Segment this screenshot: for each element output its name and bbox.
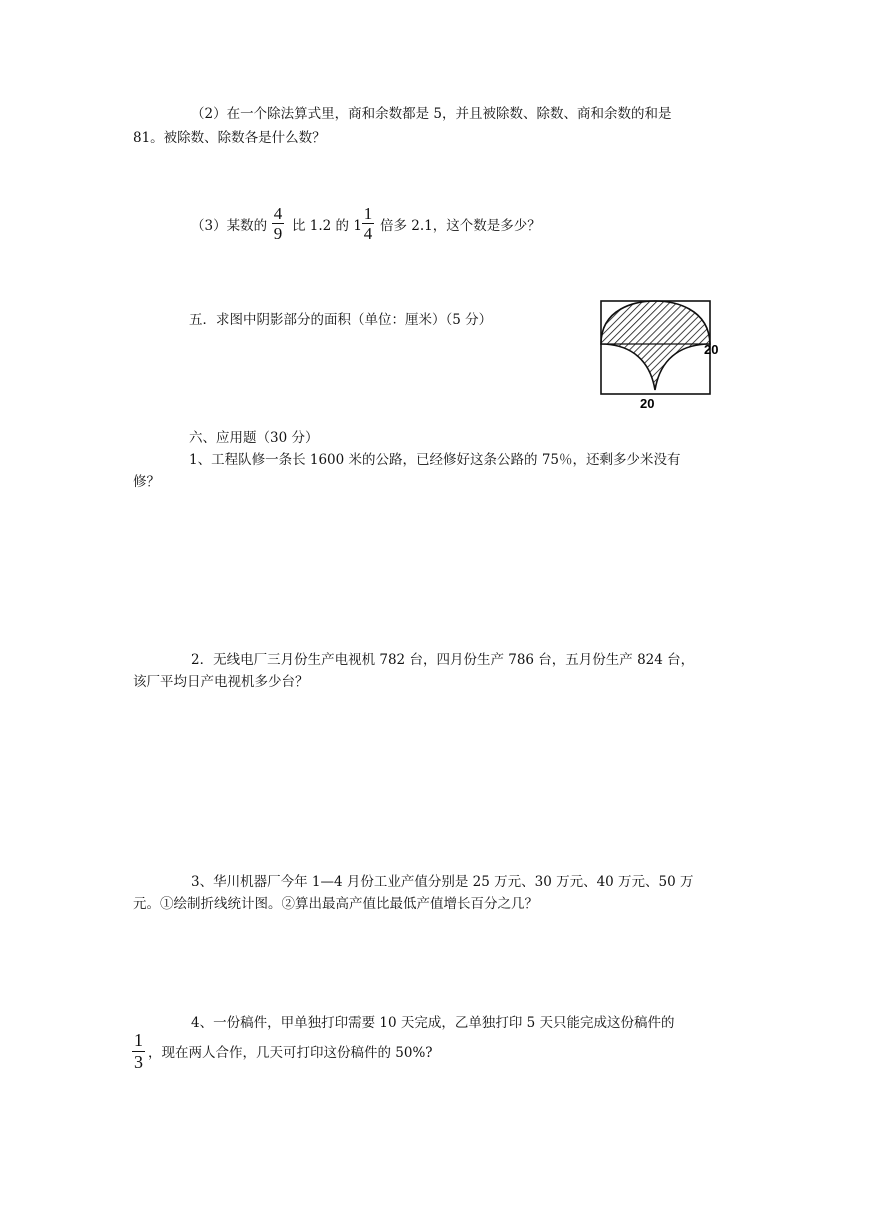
dimension-label-bottom: 20 <box>640 396 655 410</box>
q3-prefix: （3）某数的 <box>191 218 268 234</box>
problem4-fraction-one-third <box>132 1030 145 1073</box>
fraction-numerator: 4 <box>273 204 283 223</box>
shaded-area-figure <box>596 298 722 410</box>
problem4-line-2: ，现在两人合作，几天可打印这份稿件的 50%? <box>148 1045 433 1061</box>
q3-middle: 比 1.2 的 1 <box>292 218 362 234</box>
fraction-numerator: 1 <box>134 1030 143 1050</box>
problem4-line-1: 4、一份稿件，甲单独打印需要 10 天完成，乙单独打印 5 天只能完成这份稿件的 <box>191 1015 675 1031</box>
fraction-denominator: 3 <box>134 1052 143 1072</box>
section5-title: 五．求图中阴影部分的面积（单位：厘米）（5 分） <box>189 312 493 328</box>
section6-heading: 六、应用题（30 分） <box>189 430 319 446</box>
q3-fraction-four-ninths <box>272 204 284 243</box>
problem1-line-2: 修？ <box>133 474 160 490</box>
fraction-denominator: 4 <box>363 224 373 243</box>
q3-fraction-one-quarter <box>362 204 374 243</box>
problem3-line-1: 3、华川机器厂今年 1—4 月份工业产值分别是 25 万元、30 万元、40 万元、50 万 <box>191 874 694 890</box>
hatched-region <box>601 301 710 390</box>
q2-line-1: （2）在一个除法算式里，商和余数都是 5，并且被除数、除数、商和余数的和是 <box>191 106 672 122</box>
problem3-line-2: 元。①绘制折线统计图。②算出最高产值比最低产值增长百分之几？ <box>133 896 538 912</box>
q2-line-2: 81。被除数、除数各是什么数？ <box>133 130 326 146</box>
dimension-label-right: 20 <box>704 342 719 357</box>
fraction-denominator: 9 <box>273 224 283 243</box>
problem2-line-1: 2．无线电厂三月份生产电视机 782 台，四月份生产 786 台，五月份生产 824 台， <box>191 652 695 668</box>
problem1-line-1: 1、工程队修一条长 1600 米的公路，已经修好这条公路的 75％，还剩多少米没有 <box>189 452 681 468</box>
problem2-line-2: 该厂平均日产电视机多少台？ <box>133 674 309 690</box>
q3-suffix: 倍多 2.1，这个数是多少？ <box>380 218 541 234</box>
fraction-numerator: 1 <box>363 204 373 223</box>
